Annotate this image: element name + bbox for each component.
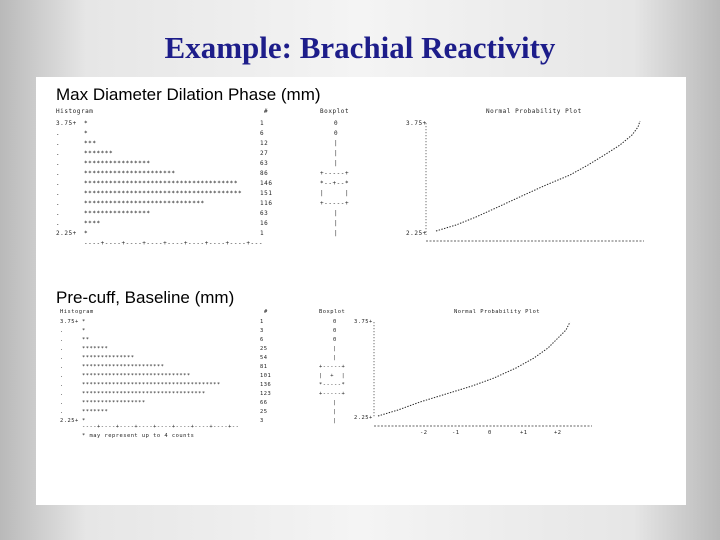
section2-count-header: # xyxy=(264,309,268,315)
boxplot-segment: +-----+ xyxy=(319,364,346,370)
histogram-bar: ** xyxy=(82,337,90,343)
section2-boxplot-header: Boxplot xyxy=(319,309,346,315)
histogram-bar: **************** xyxy=(84,160,151,167)
boxplot-segment: | xyxy=(333,346,337,352)
histogram-bar: ***************************** xyxy=(82,373,191,379)
histogram-bar: **************** xyxy=(84,210,151,217)
histogram-count: 3 xyxy=(260,328,264,334)
histogram-row-label: . xyxy=(56,220,61,227)
histogram-count: 81 xyxy=(260,364,268,370)
section1-count-header: # xyxy=(264,108,269,115)
boxplot-segment: *-----* xyxy=(319,382,346,388)
section1-heading: Max Diameter Dilation Phase (mm) xyxy=(56,85,321,104)
histogram-row-label: . xyxy=(60,355,64,361)
section1-normal-probability-plot xyxy=(406,109,676,249)
histogram-count: 116 xyxy=(260,200,273,207)
histogram-bar: ********************** xyxy=(82,364,165,370)
histogram-row-label: 2.25+ xyxy=(56,230,77,237)
section2-counts xyxy=(246,310,276,430)
histogram-count: 63 xyxy=(260,210,269,217)
histogram-count: 1 xyxy=(260,319,264,325)
boxplot-segment: | xyxy=(334,160,339,167)
section1-nprob-header: Normal Probability Plot xyxy=(486,108,582,115)
histogram-count: 6 xyxy=(260,130,265,137)
histogram-row-label: . xyxy=(60,346,64,352)
histogram-bar: * xyxy=(84,120,89,127)
histogram-bar: ********************************* xyxy=(82,391,206,397)
histogram-bar: * xyxy=(82,319,86,325)
boxplot-segment: +-----+ xyxy=(319,391,346,397)
boxplot-segment: | xyxy=(333,355,337,361)
histogram-bar: **** xyxy=(84,220,101,227)
histogram-bar: * xyxy=(82,418,86,424)
boxplot-segment: *--+--* xyxy=(320,180,350,187)
section2-nprob-top-label: 3.75+ xyxy=(354,319,373,325)
boxplot-segment: +-----+ xyxy=(320,200,350,207)
histogram-count: 25 xyxy=(260,346,268,352)
boxplot-segment: 0 xyxy=(333,328,337,334)
boxplot-segment: | xyxy=(334,150,339,157)
histogram-count: 1 xyxy=(260,230,265,237)
histogram-count: 151 xyxy=(260,190,273,197)
section1-boxplot xyxy=(320,109,370,239)
histogram-row-label: 3.75+ xyxy=(56,120,77,127)
boxplot-segment: 0 xyxy=(334,130,339,137)
boxplot-segment: 0 xyxy=(333,337,337,343)
histogram-count: 3 xyxy=(260,418,264,424)
section1-nprob-top-label: 3.75+ xyxy=(406,120,427,127)
nprob-x-tick-label: +1 xyxy=(520,430,528,436)
nprob-x-tick-label: -1 xyxy=(452,430,460,436)
histogram-count: 54 xyxy=(260,355,268,361)
histogram-count: 66 xyxy=(260,400,268,406)
histogram-count: 146 xyxy=(260,180,273,187)
histogram-bar: ******* xyxy=(82,346,109,352)
histogram-row-label: . xyxy=(56,150,61,157)
section2-nprob-header: Normal Probability Plot xyxy=(454,309,541,315)
histogram-row-label: . xyxy=(60,337,64,343)
histogram-count: 16 xyxy=(260,220,269,227)
section2-histogram-axis: ----+----+----+----+----+----+----+----+-- xyxy=(82,424,240,430)
histogram-bar: ***************** xyxy=(82,400,146,406)
histogram-row-label: . xyxy=(56,170,61,177)
section2-histogram-header: Histogram xyxy=(60,309,94,315)
boxplot-segment: | | xyxy=(320,190,350,197)
nprob-x-tick-label: 0 xyxy=(488,430,492,436)
histogram-row-label: 3.75+ xyxy=(60,319,79,325)
boxplot-segment: | xyxy=(333,409,337,415)
section2-footnote: * may represent up to 4 counts xyxy=(82,433,195,439)
histogram-row-label: . xyxy=(56,210,61,217)
section1-boxplot-header: Boxplot xyxy=(320,108,350,115)
boxplot-segment: | xyxy=(334,230,339,237)
histogram-bar: ******* xyxy=(82,409,109,415)
histogram-row-label: . xyxy=(60,409,64,415)
histogram-row-label: . xyxy=(56,190,61,197)
histogram-bar: * xyxy=(84,130,89,137)
histogram-count: 1 xyxy=(260,120,265,127)
histogram-count: 6 xyxy=(260,337,264,343)
nprob-x-tick-label: +2 xyxy=(554,430,562,436)
histogram-bar: ********************** xyxy=(84,170,176,177)
boxplot-segment: | xyxy=(334,220,339,227)
histogram-count: 101 xyxy=(260,373,272,379)
histogram-row-label: . xyxy=(60,373,64,379)
histogram-bar: ************************************* xyxy=(82,382,221,388)
boxplot-segment: +-----+ xyxy=(320,170,350,177)
histogram-row-label: . xyxy=(56,180,61,187)
section1-counts xyxy=(246,109,276,239)
histogram-bar: ******* xyxy=(84,150,114,157)
histogram-count: 63 xyxy=(260,160,269,167)
boxplot-segment: 0 xyxy=(334,120,339,127)
histogram-row-label: . xyxy=(56,130,61,137)
section1-histogram-axis: ----+----+----+----+----+----+----+----+--- xyxy=(84,240,263,247)
histogram-bar: ************** xyxy=(82,355,135,361)
histogram-row-label: . xyxy=(60,391,64,397)
section2-nprob-bottom-label: 2.25+ xyxy=(354,415,373,421)
histogram-row-label: . xyxy=(56,200,61,207)
histogram-bar: ***************************** xyxy=(84,200,205,207)
histogram-bar: *** xyxy=(84,140,97,147)
histogram-count: 25 xyxy=(260,409,268,415)
histogram-count: 12 xyxy=(260,140,269,147)
histogram-count: 86 xyxy=(260,170,269,177)
boxplot-segment: | xyxy=(334,210,339,217)
histogram-row-label: . xyxy=(56,160,61,167)
histogram-row-label: . xyxy=(56,140,61,147)
boxplot-segment: | + | xyxy=(319,373,346,379)
boxplot-segment: | xyxy=(334,140,339,147)
histogram-row-label: . xyxy=(60,400,64,406)
slide-title: Example: Brachial Reactivity xyxy=(164,30,556,65)
boxplot-segment: 0 xyxy=(333,319,337,325)
histogram-row-label: 2.25+ xyxy=(60,418,79,424)
section1-nprob-plot-area xyxy=(406,109,676,249)
nprob-x-tick-label: -2 xyxy=(420,430,428,436)
histogram-bar: ************************************** xyxy=(84,190,243,197)
histogram-bar: * xyxy=(84,230,89,237)
histogram-count: 136 xyxy=(260,382,272,388)
histogram-count: 27 xyxy=(260,150,269,157)
boxplot-segment: | xyxy=(333,400,337,406)
histogram-row-label: . xyxy=(60,364,64,370)
histogram-row-label: . xyxy=(60,382,64,388)
section2-heading: Pre-cuff, Baseline (mm) xyxy=(56,288,235,307)
histogram-count: 123 xyxy=(260,391,272,397)
section2-normal-probability-plot xyxy=(354,310,594,450)
histogram-bar: ************************************* xyxy=(84,180,239,187)
histogram-row-label: . xyxy=(60,328,64,334)
content-panel xyxy=(36,77,686,505)
boxplot-segment: | xyxy=(333,418,337,424)
histogram-bar: * xyxy=(82,328,86,334)
section1-nprob-bottom-label: 2.25+ xyxy=(406,230,427,237)
section2-nprob-plot-area xyxy=(354,310,594,435)
section1-histogram-header: Histogram xyxy=(56,108,94,115)
